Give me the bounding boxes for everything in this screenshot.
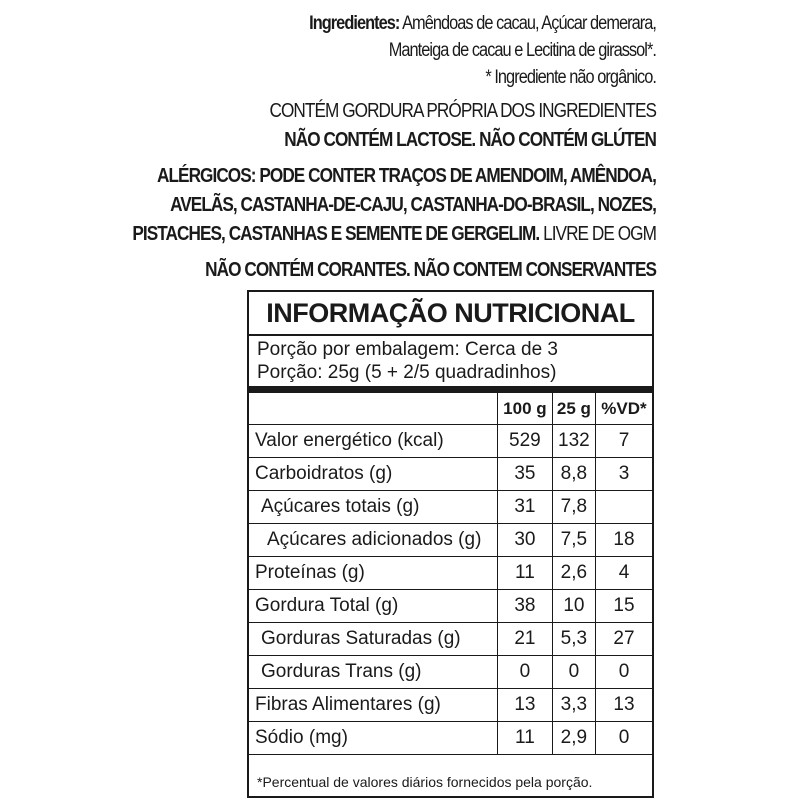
nutrition-table — [249, 393, 652, 755]
value-25g: 8,8 — [552, 458, 595, 491]
table-row — [249, 689, 652, 722]
row-label: Açúcares totais (g) — [249, 491, 498, 524]
ingredients-label: Ingredientes: — [309, 13, 400, 34]
header-vd: %VD* — [595, 393, 652, 425]
table-header-row — [249, 393, 652, 425]
allergens-line-3 — [126, 220, 656, 249]
ingredients-footnote: * Ingrediente não orgânico. — [485, 67, 656, 88]
value-25g: 2,6 — [552, 557, 595, 590]
row-label: Sódio (mg) — [249, 722, 498, 755]
ingredients-line-1 — [126, 10, 656, 37]
nutrition-facts-panel — [247, 290, 654, 798]
value-25g: 7,5 — [552, 524, 595, 557]
table-row — [249, 656, 652, 689]
value-100g: 11 — [498, 722, 553, 755]
value-vd: 18 — [595, 524, 652, 557]
row-label: Carboidratos (g) — [249, 458, 498, 491]
value-vd: 0 — [595, 656, 652, 689]
header-25g: 25 g — [552, 393, 595, 425]
table-row — [249, 425, 652, 458]
table-row — [249, 557, 652, 590]
table-row — [249, 524, 652, 557]
row-label: Valor energético (kcal) — [249, 425, 498, 458]
value-vd: 13 — [595, 689, 652, 722]
header-blank — [249, 393, 498, 425]
additives-claim: NÃO CONTÉM CORANTES. NÃO CONTEM CONSERVANTES — [205, 259, 656, 281]
value-25g: 3,3 — [552, 689, 595, 722]
value-vd: 0 — [595, 722, 652, 755]
ingredients-line-2: Manteiga de cacau e Lecitina de girassol*. — [388, 40, 656, 61]
row-label: Gorduras Trans (g) — [249, 656, 498, 689]
value-vd: 7 — [595, 425, 652, 458]
value-100g: 30 — [498, 524, 553, 557]
table-row — [249, 458, 652, 491]
value-100g: 31 — [498, 491, 553, 524]
allergens-block — [40, 162, 656, 249]
value-100g: 21 — [498, 623, 553, 656]
value-vd — [595, 491, 652, 524]
value-100g: 13 — [498, 689, 553, 722]
value-vd: 4 — [595, 557, 652, 590]
portions-per-pack: Porção por embalagem: Cerca de 3 — [257, 339, 558, 360]
table-row — [249, 623, 652, 656]
table-row — [249, 491, 652, 524]
row-label: Gordura Total (g) — [249, 590, 498, 623]
portion-info — [257, 338, 558, 384]
value-vd: 3 — [595, 458, 652, 491]
portion-size: Porção: 25g (5 + 2/5 quadradinhos) — [257, 362, 557, 383]
value-25g: 2,9 — [552, 722, 595, 755]
nutrition-title: INFORMAÇÃO NUTRICIONAL — [266, 298, 635, 328]
value-25g: 0 — [552, 656, 595, 689]
row-label: Proteínas (g) — [249, 557, 498, 590]
ingredients-text: Amêndoas de cacau, Açúcar demerara, — [399, 13, 656, 34]
fat-claim: CONTÉM GORDURA PRÓPRIA DOS INGREDIENTES — [269, 100, 656, 122]
gmo-free-claim: LIVRE DE OGM — [539, 223, 656, 245]
value-100g: 0 — [498, 656, 553, 689]
row-label: Açúcares adicionados (g) — [249, 524, 498, 557]
value-25g: 5,3 — [552, 623, 595, 656]
allergens-line-3-bold: PISTACHES, CASTANHAS E SEMENTE DE GERGELIM. — [132, 223, 540, 245]
row-label: Fibras Alimentares (g) — [249, 689, 498, 722]
claims-block — [40, 97, 656, 155]
row-label: Gorduras Saturadas (g) — [249, 623, 498, 656]
allergens-line-1: ALÉRGICOS: PODE CONTER TRAÇOS DE AMENDOIM, AMÊNDOA, — [157, 165, 656, 187]
table-row — [249, 722, 652, 755]
title-divider — [249, 334, 652, 336]
value-vd: 27 — [595, 623, 652, 656]
ingredients-block — [40, 10, 656, 91]
value-25g: 132 — [552, 425, 595, 458]
lactose-gluten-claim: NÃO CONTÉM LACTOSE. NÃO CONTÉM GLÚTEN — [284, 129, 656, 151]
label-text-block — [40, 10, 656, 285]
value-vd: 15 — [595, 590, 652, 623]
value-100g: 529 — [498, 425, 553, 458]
value-100g: 11 — [498, 557, 553, 590]
value-25g: 7,8 — [552, 491, 595, 524]
nutrition-footnote: *Percentual de valores diários fornecidos pela porção. — [257, 774, 593, 790]
allergens-line-2: AVELÃS, CASTANHA-DE-CAJU, CASTANHA-DO-BRASIL, NOZES, — [170, 194, 656, 216]
value-100g: 35 — [498, 458, 553, 491]
thick-divider — [249, 386, 652, 393]
value-100g: 38 — [498, 590, 553, 623]
value-25g: 10 — [552, 590, 595, 623]
header-100g: 100 g — [498, 393, 553, 425]
table-row — [249, 590, 652, 623]
